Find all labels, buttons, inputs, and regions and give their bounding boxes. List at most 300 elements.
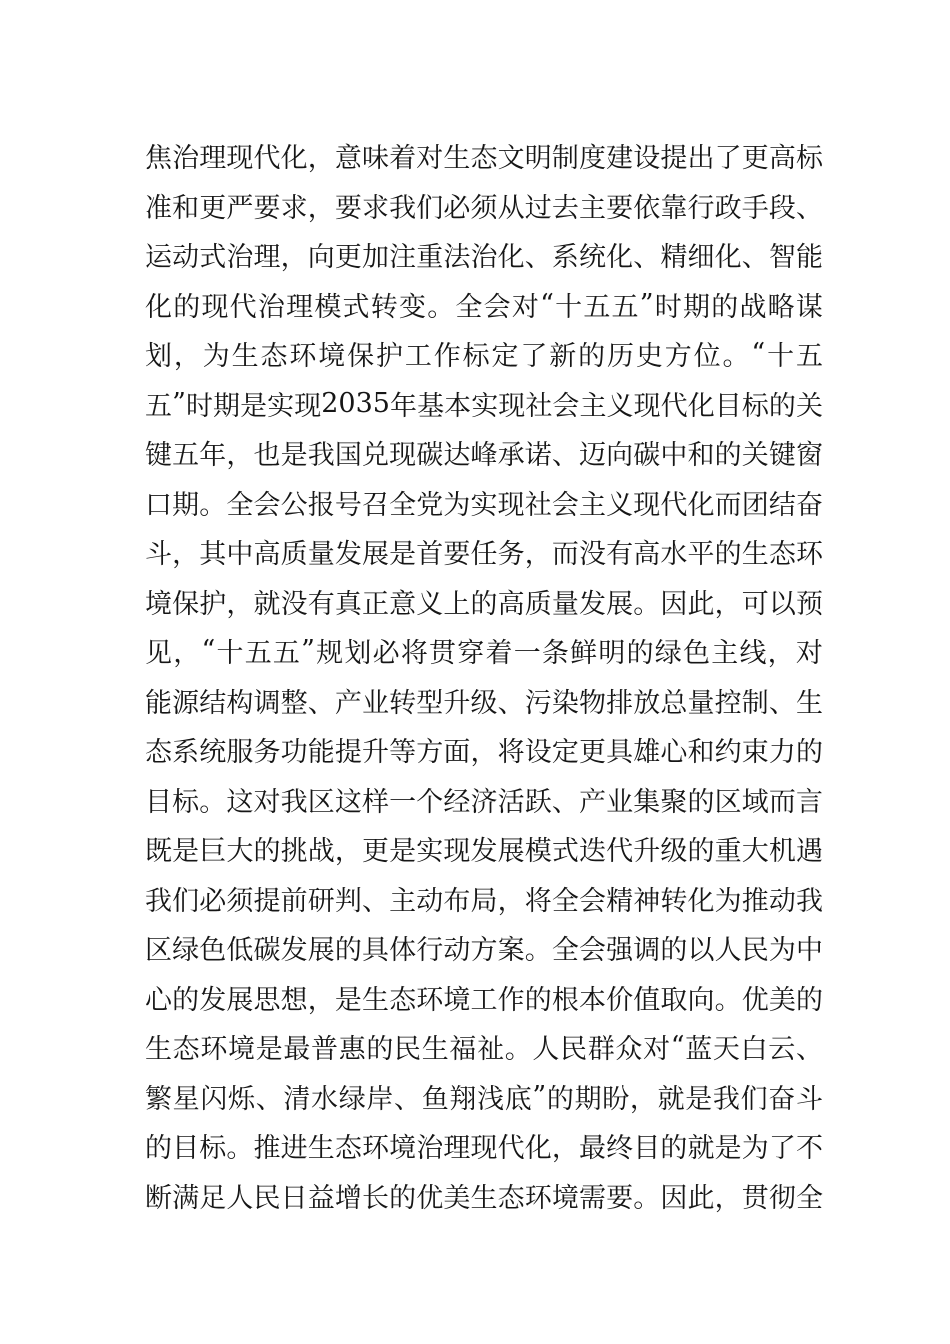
char-token: 五 <box>583 291 611 323</box>
char-token: ， <box>629 1083 657 1115</box>
char-token: 现 <box>497 489 525 521</box>
char-token: 发 <box>280 935 308 967</box>
char-token: 了 <box>768 1133 796 1165</box>
char-token: 代 <box>606 836 634 868</box>
char-token: 人 <box>532 1034 560 1066</box>
char-token: 区 <box>307 786 335 818</box>
char-token: 更 <box>741 143 769 175</box>
char-token: 为 <box>714 885 742 917</box>
char-token: 生 <box>796 687 823 719</box>
char-token: 规 <box>316 638 344 670</box>
char-token: 高 <box>633 539 661 571</box>
char-token: ， <box>173 341 201 373</box>
char-token: ， <box>307 143 335 175</box>
char-token: 的 <box>714 539 742 571</box>
char-token: 生 <box>307 1133 335 1165</box>
char-token: ， <box>551 1133 579 1165</box>
char-token: 目 <box>633 1133 661 1165</box>
char-token: 键 <box>768 440 796 472</box>
char-token: 关 <box>795 390 823 422</box>
char-token: 标 <box>172 786 200 818</box>
char-token: 护 <box>376 341 403 373</box>
char-token: 全 <box>551 885 579 917</box>
char-token: 召 <box>362 489 389 521</box>
char-token: 水 <box>660 539 688 571</box>
char-token: 展 <box>362 539 389 571</box>
char-token: 和 <box>687 737 715 769</box>
char-token: 向 <box>606 440 634 472</box>
char-token: 兑 <box>362 440 389 472</box>
char-token: 将 <box>524 885 552 917</box>
char-token: 美 <box>768 984 796 1016</box>
char-token: 真 <box>334 588 362 620</box>
char-token: 的 <box>796 737 823 769</box>
char-token: 团 <box>741 489 769 521</box>
char-token: 具 <box>606 737 634 769</box>
char-token: 就 <box>687 1133 715 1165</box>
char-token: 关 <box>741 440 769 472</box>
char-token: 级 <box>470 687 498 719</box>
char-token: 工 <box>404 341 432 373</box>
char-token: 模 <box>524 836 552 868</box>
char-token: 明 <box>598 638 626 670</box>
char-token: 而 <box>551 539 579 571</box>
char-token: 会 <box>551 489 579 521</box>
char-token: 这 <box>334 786 362 818</box>
char-token: 设 <box>524 737 552 769</box>
char-token: 奋 <box>768 1083 796 1115</box>
char-token: 向 <box>307 242 335 274</box>
char-token: 法 <box>443 242 471 274</box>
char-token: 判 <box>334 885 362 917</box>
char-token: 基 <box>417 390 445 422</box>
char-token: 环 <box>362 1133 389 1165</box>
char-token: 的 <box>711 291 739 323</box>
char-token: ， <box>497 885 525 917</box>
char-token: 设 <box>633 143 661 175</box>
char-token: ， <box>172 539 200 571</box>
char-token: 遇 <box>796 836 823 868</box>
char-token: 历 <box>607 341 634 373</box>
char-token: 量 <box>307 539 335 571</box>
char-token: 要 <box>443 539 471 571</box>
char-token: 务 <box>497 539 525 571</box>
char-token: 此 <box>687 1182 715 1214</box>
char-token: 态 <box>172 1034 200 1066</box>
paragraph-line <box>145 824 823 874</box>
char-token: 生 <box>421 1034 449 1066</box>
char-token: 本 <box>579 984 606 1016</box>
char-token: 会 <box>253 489 281 521</box>
char-token: 、 <box>394 1083 422 1115</box>
char-token: 域 <box>741 786 769 818</box>
char-token: 能 <box>307 737 335 769</box>
char-token: 绿 <box>172 935 200 967</box>
char-token: 年 <box>199 440 227 472</box>
char-token: 社 <box>524 489 552 521</box>
paragraph-line <box>145 775 823 825</box>
char-token: 要 <box>606 1182 634 1214</box>
char-token: 质 <box>524 588 552 620</box>
char-token: 系 <box>551 242 579 274</box>
char-token: 体 <box>389 935 417 967</box>
char-token: 推 <box>741 885 769 917</box>
char-token: 五 <box>795 341 823 373</box>
char-token: 鲜 <box>570 638 598 670</box>
paragraph-line <box>145 973 823 1023</box>
char-token: 星 <box>172 1083 200 1115</box>
char-token: 束 <box>741 737 769 769</box>
char-token: 主 <box>579 489 606 521</box>
char-token: 十 <box>216 638 244 670</box>
char-token: 对 <box>795 638 823 670</box>
char-token: “ <box>751 338 766 370</box>
text-block <box>145 131 823 1220</box>
paragraph-line <box>145 379 823 429</box>
char-token: 平 <box>687 539 715 571</box>
char-token: 动 <box>416 885 444 917</box>
char-token: 期 <box>213 390 240 422</box>
paragraph-line <box>145 181 823 231</box>
char-token: 值 <box>633 984 661 1016</box>
char-token: 的 <box>524 984 552 1016</box>
char-token: 国 <box>334 440 362 472</box>
char-token: ， <box>173 638 201 670</box>
char-token: 态 <box>334 1133 362 1165</box>
char-token: 活 <box>497 786 525 818</box>
char-token: 战 <box>307 836 335 868</box>
char-token: 理 <box>253 242 281 274</box>
char-token: 对 <box>643 1034 671 1066</box>
char-token: ， <box>714 588 742 620</box>
char-token: 服 <box>226 737 254 769</box>
char-token: 因 <box>660 1182 688 1214</box>
char-token: 源 <box>172 687 200 719</box>
char-token: 取 <box>660 984 688 1016</box>
char-token: 目 <box>714 390 742 422</box>
char-token: 控 <box>714 687 742 719</box>
char-token: 全 <box>389 489 417 521</box>
char-token: 翔 <box>449 1083 477 1115</box>
char-token: 的 <box>253 836 281 868</box>
char-token: 细 <box>687 242 715 274</box>
char-token: ， <box>767 638 795 670</box>
char-token: 排 <box>606 687 634 719</box>
char-token: 根 <box>551 984 579 1016</box>
char-token: 是 <box>389 836 417 868</box>
char-token: 的 <box>172 984 200 1016</box>
char-token: 线 <box>739 638 767 670</box>
char-token: 价 <box>606 984 634 1016</box>
char-token: 蓝 <box>685 1034 713 1066</box>
char-token: 的 <box>687 786 715 818</box>
char-token: 一 <box>389 786 417 818</box>
char-token: 现 <box>470 1133 498 1165</box>
char-token: 我 <box>712 1083 740 1115</box>
char-token: 理 <box>443 1133 471 1165</box>
char-token: 色 <box>199 935 227 967</box>
char-token: 求 <box>280 192 308 224</box>
char-token: 作 <box>497 984 525 1016</box>
char-token: 生 <box>231 341 259 373</box>
char-token: 底 <box>504 1083 532 1115</box>
char-token: 结 <box>768 489 796 521</box>
char-token: 去 <box>551 192 579 224</box>
char-token: 人 <box>714 935 742 967</box>
char-token: 既 <box>145 836 172 868</box>
char-token: 手 <box>741 192 769 224</box>
paragraph-line <box>145 1121 823 1171</box>
char-token: 口 <box>145 489 172 521</box>
char-token: 境 <box>145 588 172 620</box>
char-token: 是 <box>714 1133 742 1165</box>
paragraph-line <box>145 478 823 528</box>
char-token: 产 <box>334 687 362 719</box>
char-token: ” <box>532 1080 547 1112</box>
char-token: 心 <box>145 984 172 1016</box>
char-token: 系 <box>172 737 200 769</box>
char-token: 会 <box>552 390 580 422</box>
char-token: 、 <box>497 687 525 719</box>
char-token: 十 <box>555 291 583 323</box>
char-token: 案 <box>497 935 525 967</box>
char-token: 样 <box>362 786 389 818</box>
char-token: 想 <box>280 984 308 1016</box>
char-token: 升 <box>443 687 471 719</box>
char-token: 了 <box>714 143 742 175</box>
char-token: 贯 <box>741 1182 769 1214</box>
char-token: 力 <box>768 737 796 769</box>
char-token: 业 <box>362 687 389 719</box>
char-token: 工 <box>470 984 498 1016</box>
char-token: 烁 <box>228 1083 256 1115</box>
char-token: 度 <box>579 143 606 175</box>
paragraph-line <box>145 1072 823 1122</box>
char-token: 强 <box>606 935 634 967</box>
char-token: 的 <box>687 836 715 868</box>
char-token: 依 <box>633 192 661 224</box>
char-token: 化 <box>145 291 172 323</box>
char-token: 全 <box>796 1182 823 1214</box>
char-token: 级 <box>660 836 688 868</box>
char-token: 期 <box>574 1083 602 1115</box>
char-token: 现 <box>443 836 471 868</box>
char-token: 增 <box>334 1182 362 1214</box>
char-token: 思 <box>253 984 281 1016</box>
char-token: 现 <box>294 390 322 422</box>
char-token: 化 <box>280 143 308 175</box>
char-token: 化 <box>497 242 525 274</box>
char-token: 环 <box>796 539 823 571</box>
char-token: 环 <box>289 341 317 373</box>
char-token: 明 <box>524 143 552 175</box>
char-token: 化 <box>714 242 742 274</box>
char-token: 民 <box>394 1034 422 1066</box>
char-token: 发 <box>470 836 498 868</box>
char-token: 全 <box>455 291 483 323</box>
char-token: 区 <box>714 786 742 818</box>
char-token: 、 <box>795 1034 823 1066</box>
paragraph-line <box>145 1171 823 1221</box>
char-token: 局 <box>470 885 498 917</box>
char-token: 就 <box>657 1083 685 1115</box>
char-token: 升 <box>362 737 389 769</box>
char-token: 的 <box>578 341 606 373</box>
char-token: ” <box>639 288 654 320</box>
char-token: 展 <box>226 984 254 1016</box>
char-token: 加 <box>362 242 389 274</box>
char-token: 雄 <box>633 737 661 769</box>
char-token: 质 <box>280 539 308 571</box>
char-token: 行 <box>687 192 715 224</box>
char-token: 提 <box>253 885 281 917</box>
char-token: 因 <box>660 588 688 620</box>
char-token: 生 <box>362 984 389 1016</box>
char-token: 染 <box>551 687 579 719</box>
char-token: ， <box>524 539 552 571</box>
char-token: 、 <box>362 885 389 917</box>
char-token: 号 <box>334 489 362 521</box>
char-token: 条 <box>541 638 569 670</box>
char-token: 精 <box>660 242 688 274</box>
char-token: 态 <box>260 341 288 373</box>
char-token: 保 <box>172 588 200 620</box>
char-token: 推 <box>253 1133 281 1165</box>
char-token: 研 <box>307 885 335 917</box>
char-token: 我 <box>389 192 417 224</box>
char-token: 奋 <box>796 489 823 521</box>
char-token: 为 <box>202 341 230 373</box>
char-token: 跃 <box>524 786 552 818</box>
char-token: 注 <box>389 242 417 274</box>
char-token: 义 <box>606 489 634 521</box>
char-token: 五 <box>145 390 172 422</box>
char-token: ， <box>280 242 308 274</box>
char-token: 智 <box>768 242 796 274</box>
char-token: 务 <box>253 737 281 769</box>
char-token: 统 <box>579 242 606 274</box>
char-token: 高 <box>497 588 525 620</box>
char-token: 式 <box>199 242 227 274</box>
char-token: 区 <box>145 935 172 967</box>
char-token: 代 <box>497 1133 525 1165</box>
char-token: 治 <box>226 242 254 274</box>
char-token: 、 <box>633 242 661 274</box>
char-token: 须 <box>226 885 254 917</box>
char-token: 也 <box>253 440 281 472</box>
char-token: 文 <box>497 143 525 175</box>
paragraph-line <box>145 428 823 478</box>
char-token: 们 <box>172 885 200 917</box>
char-token: 民 <box>560 1034 588 1066</box>
char-token: 闪 <box>200 1083 228 1115</box>
char-token: 达 <box>443 440 471 472</box>
char-token: 向 <box>687 984 715 1016</box>
paragraph-line <box>145 329 823 379</box>
char-token: 划 <box>344 638 372 670</box>
char-token: 现 <box>633 489 661 521</box>
char-token: 人 <box>226 1182 254 1214</box>
char-token: 碳 <box>633 440 661 472</box>
char-token: 调 <box>253 687 281 719</box>
char-token: 日 <box>280 1182 308 1214</box>
char-token: 产 <box>579 786 606 818</box>
char-token: 量 <box>687 687 715 719</box>
char-token: 业 <box>606 786 634 818</box>
char-token: 主 <box>579 390 607 422</box>
char-token: 标 <box>462 341 490 373</box>
char-token: 化 <box>687 885 715 917</box>
char-token: 碳 <box>416 440 444 472</box>
char-token: ， <box>307 984 335 1016</box>
char-token: 化 <box>687 390 715 422</box>
char-token: 理 <box>199 143 227 175</box>
char-token: 新 <box>549 341 577 373</box>
char-token: 必 <box>372 638 400 670</box>
char-token: 期 <box>172 489 200 521</box>
char-token: 承 <box>497 440 525 472</box>
char-token: 现 <box>498 390 526 422</box>
paragraph-line <box>145 280 823 330</box>
paragraph-line <box>145 1022 823 1072</box>
char-token: 没 <box>579 539 606 571</box>
char-token: 态 <box>497 1182 525 1214</box>
char-token: ， <box>226 588 254 620</box>
char-token: 的 <box>173 291 201 323</box>
char-token: 色 <box>683 638 710 670</box>
char-token: 更 <box>199 192 227 224</box>
char-token: 终 <box>606 1133 634 1165</box>
char-token: 斗 <box>145 539 172 571</box>
char-token: 统 <box>199 737 227 769</box>
char-token: 会 <box>579 885 606 917</box>
char-token: 必 <box>443 192 471 224</box>
char-token: 的 <box>660 1133 688 1165</box>
char-token: 五 <box>272 638 300 670</box>
char-token: 提 <box>334 737 362 769</box>
char-token: 保 <box>347 341 375 373</box>
char-token: 五 <box>172 440 200 472</box>
char-token: 污 <box>524 687 552 719</box>
char-token: 结 <box>199 687 227 719</box>
char-token: 护 <box>199 588 227 620</box>
paragraph-line <box>145 626 823 676</box>
char-token: 治 <box>172 143 200 175</box>
char-token: 治 <box>416 1133 444 1165</box>
char-token: 高 <box>768 143 796 175</box>
char-token: 发 <box>334 539 362 571</box>
char-token: 益 <box>307 1182 335 1214</box>
char-token: 对 <box>416 143 444 175</box>
char-token: 云 <box>768 1034 796 1066</box>
char-token: 展 <box>606 588 634 620</box>
char-token: 量 <box>551 588 579 620</box>
char-token: 峰 <box>470 440 498 472</box>
char-token: 主 <box>389 885 417 917</box>
char-token: 高 <box>253 539 281 571</box>
char-token: 前 <box>280 885 308 917</box>
char-token: 而 <box>714 489 742 521</box>
char-token: 经 <box>443 786 471 818</box>
char-token: “ <box>540 288 554 320</box>
char-token: 我 <box>796 885 823 917</box>
char-token: 长 <box>362 1182 389 1214</box>
char-token: 五 <box>611 291 639 323</box>
char-token: 需 <box>579 1182 606 1214</box>
char-token: 态 <box>470 143 498 175</box>
char-token: 是 <box>334 984 362 1016</box>
char-token: 首 <box>416 539 444 571</box>
